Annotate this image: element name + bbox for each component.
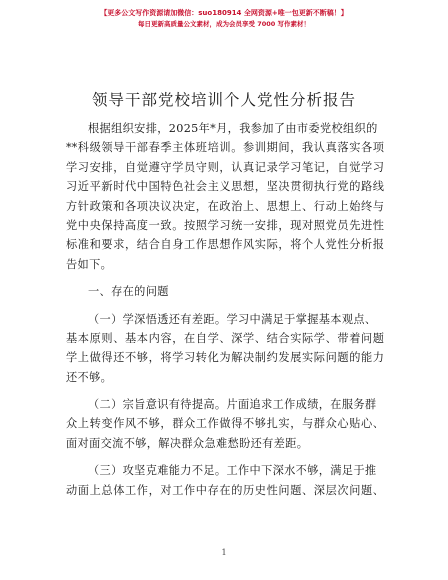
intro-line-8: 告如下。 <box>66 257 113 271</box>
point-2-line-3: 面对面交流不够，解决群众急难愁盼还有差距。 <box>66 436 309 450</box>
point-2-line-2: 众上转变作风不够，群众工作做得不够扎实，与群众心贴心、 <box>66 417 384 431</box>
point-2-paragraph <box>66 395 384 453</box>
intro-line-4: 习近平新时代中国特色社会主义思想，坚决贯彻执行党的路线 <box>66 180 384 194</box>
point-3-line-1: （三）攻坚克难能力不足。工作中下深水不够，满足于推 <box>88 464 377 478</box>
intro-paragraph <box>66 119 384 274</box>
point-3-line-2: 动面上总体工作，对工作中存在的历史性问题、深层次问题、 <box>66 483 384 497</box>
point-1-line-2: 基本原则、基本内容，在自学、深学、结合实际学、带着问题 <box>66 331 384 345</box>
document-title: 领导干部党校培训个人党性分析报告 <box>91 91 356 109</box>
intro-line-2: **科级领导干部春季主体班培训。参训期间，我认真落实各项 <box>66 141 384 155</box>
intro-line-6: 党中央保持高度一致。按照学习统一安排，现对照党员先进性 <box>66 218 384 232</box>
intro-line-5: 方针政策和各项决议决定，在政治上、思想上、行动上始终与 <box>66 199 384 213</box>
point-1-line-4: 还不够。 <box>66 370 113 384</box>
point-1-paragraph <box>66 310 384 388</box>
document-body <box>66 119 384 500</box>
point-3-paragraph <box>66 461 384 500</box>
point-1-line-1: （一）学深悟透还有差距。学习中满足于掌握基本观点、 <box>88 312 377 326</box>
intro-line-3: 学习安排，自觉遵守学员守则，认真记录学习笔记，自觉学习 <box>66 160 384 174</box>
section-heading-problems: 一、存在的问题 <box>88 285 169 299</box>
point-1-line-3: 学上做得还不够，将学习转化为解决制约发展实际问题的能力 <box>66 351 384 365</box>
promo-banner-line-2: 每日更新高质量公文素材，成为会员享受 7000 写作素材！ <box>137 20 311 28</box>
promo-banner-line-1: 【更多公文写作资源请加微信：suo180914 全网资源+唯一包更新不断稿！】 <box>100 9 348 17</box>
intro-line-1: 根据组织安排，2025年*月，我参加了由市委党校组织的 <box>88 122 378 135</box>
point-2-line-1: （二）宗旨意识有待提高。片面追求工作成绩，在服务群 <box>88 398 377 412</box>
promo-banner <box>0 8 448 30</box>
intro-line-7: 标准和要求，结合自身工作思想作风实际，将个人党性分析报 <box>66 238 384 252</box>
page-number: 1 <box>221 548 227 557</box>
